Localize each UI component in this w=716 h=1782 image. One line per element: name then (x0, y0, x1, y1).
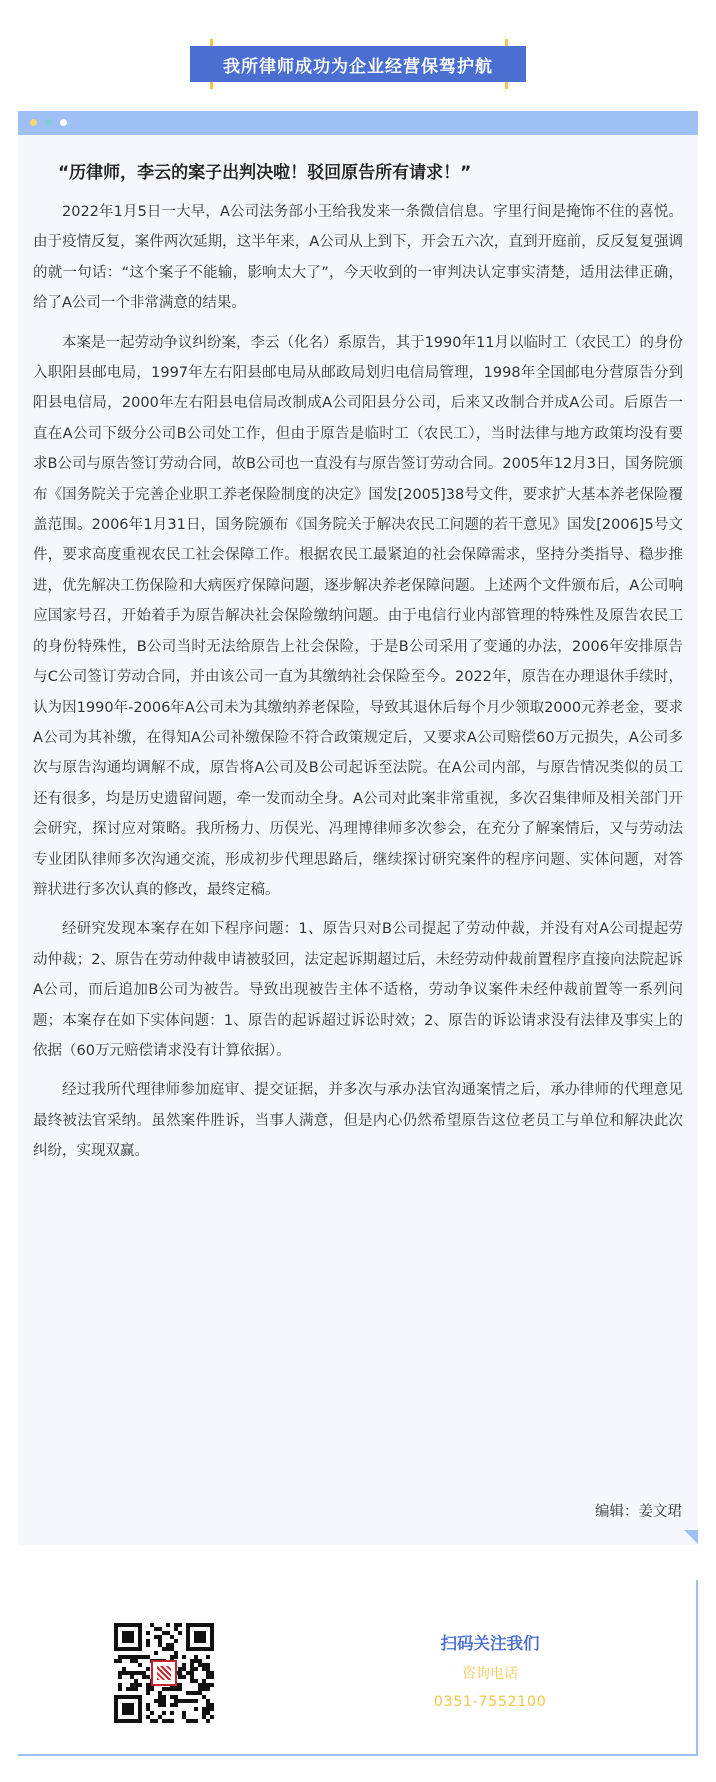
phone-label: 咨询电话 (462, 1666, 518, 1682)
paragraph: 2022年1月5日一大早，A公司法务部小王给我发来一条微信信息。字里行间是掩饰不住的喜悦。由于疫情反复，案件两次延期，这半年来，A公司从上到下，开会五六次，直到开庭前，反反复复强调的就一句话：“这个案子不能输，影响太大了”，今天收到的一审判决认定事实清楚，适用法律正确，给了A公司一个非常满意的结果。 (33, 204, 683, 312)
card-header-bar (18, 111, 698, 135)
article-headline: “历律师，李云的案子出判决啦！驳回原告所有请求！” (58, 163, 472, 183)
paragraph: 经研究发现本案存在如下程序问题：1、原告只对B公司提起了劳动仲裁，并没有对A公司提起劳动仲裁；2、原告在劳动仲裁申请被驳回，法定起诉期超过后，未经劳动仲裁前置程序直接向法院起诉A公司，而后追加B公司为被告。导致出现被告主体不适格，劳动争议案件未经仲裁前置等一系列问题；本案存在如下实体问题：1、原告的起诉超过诉讼时效；2、原告的诉讼请求没有法律及事实上的依据（60万元赔偿请求没有计算依据）。 (33, 921, 683, 1059)
follow-us-text: 扫码关注我们 (440, 1634, 540, 1653)
yellow-dot-icon (30, 119, 37, 126)
qr-code-icon[interactable] (114, 1623, 214, 1723)
page-title: 我所律师成功为企业经营保驾护航 (223, 56, 493, 77)
editor-credit: 编辑：姜文珺 (595, 1504, 682, 1520)
paragraph: 本案是一起劳动争议纠纷案，李云（化名）系原告，其于1990年11月以临时工（农民工）的身份入职阳县邮电局，1997年左右阳县邮电局从邮政局划归电信局管理，1998年全国邮电分营原告分到阳县电信局，2000年左右阳县电信局改制成A公司阳县分公司，后来又改制合并成A公司。后原告一直在A公司下级分公司B公司处工作，但由于原告是临时工（农民工），当时法律与地方政策均没有要求B公司与原告签订劳动合同，故B公司也一直没有与原告签订劳动合同。2005年12月3日，国务院颁布《国务院关于完善企业职工养老保险制度的决定》国发[2005]38号文件，要求扩大基本养老保险覆盖范围。2006年1月31日，国务院颁布《国务院关于解决农民工问题的若干意见》国发[2006]5号文件，要求高度重视农民工社会保障工作。根据农民工最紧迫的社会保障需求，坚持分类指导、稳步推进，优先解决工伤保险和大病医疗保障问题，逐步解决养老保障问题。上述两个文件颁布后，A公司响应国家号召，开始着手为原告解决社会保险缴纳问题。由于电信行业内部管理的特殊性及原告农民工的身份特殊性，B公司当时无法给原告上社会保险，于是B公司采用了变通的办法，2006年安排原告与C公司签订劳动合同，并由该公司一直为其缴纳社会保险至今。2022年，原告在办理退休手续时，认为因1990年-2006年A公司未为其缴纳养老保险，导致其退休后每个月少领取2000元养老金，要求A公司为其补缴，在得知A公司补缴保险不符合政策规定后，又要求A公司赔偿60万元损失，A公司多次与原告沟通均调解不成，原告将A公司及B公司起诉至法院。在A公司内部，与原告情况类似的员工还有很多，均是历史遗留问题，牵一发而动全身。A公司对此案非常重视，多次召集律师及相关部门开会研究，探讨应对策略。我所杨力、历俣光、冯理博律师多次参会，在充分了解案情后，又与劳动法专业团队律师多次沟通交流，形成初步代理思路后，继续探讨研究案件的程序问题、实体问题，对答辩状进行多次认真的修改，最终定稿。 (33, 334, 683, 898)
seal-stamp-icon (151, 1660, 177, 1686)
phone-number[interactable]: 0351-7552100 (433, 1694, 547, 1710)
footer-border-bottom (18, 1754, 698, 1756)
white-dot-icon (60, 119, 67, 126)
teal-dot-icon (45, 119, 52, 126)
corner-triangle-icon (684, 1530, 698, 1544)
paragraph: 经过我所代理律师参加庭审、提交证据，并多次与承办法官沟通案情之后，承办律师的代理意见最终被法官采纳。虽然案件胜诉，当事人满意，但是内心仍然希望原告这位老员工与单位和解决此次纠纷，实现双赢。 (33, 1082, 683, 1160)
article-body (33, 197, 683, 1176)
title-banner (190, 46, 526, 82)
footer-border-right (696, 1580, 698, 1756)
